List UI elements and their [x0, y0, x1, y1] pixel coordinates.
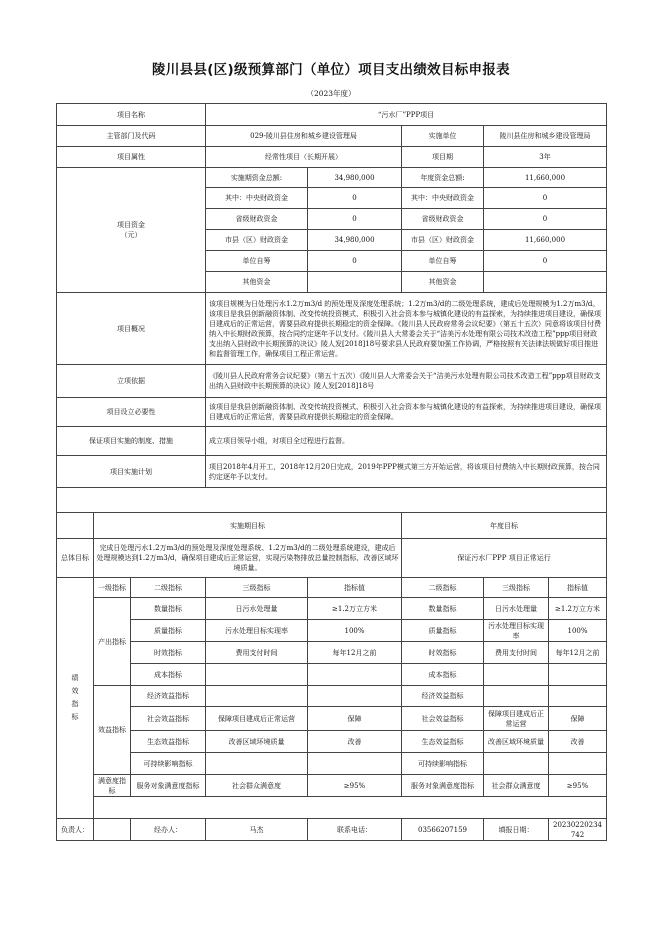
- province-period-value: 0: [308, 209, 402, 230]
- fiscal-year: （2023年度）: [306, 89, 356, 98]
- row-social: [57, 707, 607, 731]
- satisfaction-period: 服务对象满意度指标: [131, 775, 206, 797]
- satisfaction-year: 服务对象满意度指标: [402, 775, 484, 797]
- label-period-total: 实施期资金总额:: [206, 168, 308, 188]
- ecological-value-period: 改善: [308, 731, 402, 753]
- row-project-name: [57, 104, 607, 126]
- period-total-value: 34,980,000: [308, 168, 402, 188]
- row-timeliness: [57, 642, 607, 664]
- social-period: 社会效益指标: [131, 707, 206, 731]
- header-level1: 一级指标: [94, 578, 131, 598]
- label-overview: 项目概况: [57, 293, 206, 365]
- economic-year: 经济效益指标: [402, 686, 484, 707]
- label-other-year: 其他资金: [402, 272, 484, 293]
- ecological-year: 生态效益指标: [402, 731, 484, 753]
- basis-text: 《陵川县人民政府常务会议纪要》（第五十五次）《陵川县人大常委会关于“洁美污水处理有限公司技术改造工程”ppp项目财政支出纳入县财政中长期预算的决议》陵人发[2018]18号: [206, 365, 607, 398]
- label-other-period: 其他资金: [206, 272, 308, 293]
- project-attribute: 经常性项目（长期开展）: [206, 147, 402, 168]
- label-responsible: 负责人：: [57, 819, 94, 841]
- guarantee-text: 成立项目领导小组，对项目全过程进行监督。: [206, 427, 607, 456]
- date-value: 20230220234742: [549, 819, 607, 841]
- handler-value: 马杰: [206, 819, 308, 841]
- label-period: 项目期: [402, 147, 484, 168]
- label-self-year: 单位自筹: [402, 251, 484, 272]
- quality-year: 质量指标: [402, 620, 484, 642]
- quality-period: 质量指标: [131, 620, 206, 642]
- label-period-goal: 实施期目标: [94, 513, 402, 539]
- page-title: 陵川县县(区)级预算部门（单位）项目支出绩效目标申报表: [152, 62, 510, 78]
- label-plan: 项目实施计划: [57, 456, 206, 488]
- label-province-period: 省级财政资金: [206, 209, 308, 230]
- label-province-year: 省级财政资金: [402, 209, 484, 230]
- self-year-value: 0: [484, 251, 607, 272]
- sustainable-value-period: [308, 753, 402, 775]
- label-attribute: 项目属性: [57, 147, 206, 168]
- social-value-period: 保障: [308, 707, 402, 731]
- overview-text: 该项目规模为日处理污水1.2万m3/d 的预处理及深度处理系统；1.2万m3/d的二级处理系统，建成后处理规模为1.2万m3/d。该项目是我县创新融资体制、改变传统投资模式、积极引入社会资本参与城镇化建设的有益探索，为持续推进项目建设，确保项目建成后的正常运营，需要县政府提供长期稳定的资金保障。《陵川县人民政府常务会议纪要》（第五十五次）同意将该项目付费纳入中长期财政预算，按合同约定逐年予以支付。《陵川县人大常委会关于“洁美污水处理有限公司技术改造工程”ppp项目财政支出纳入县财政中长期预算的决议》陵人发[2018]18号要求县人民政府要加强工作协调，严格按照有关法律法规做好项目推进和监督管理工作，确保项目工程正常运营。: [206, 293, 607, 365]
- quantity-period: 数量指标: [131, 598, 206, 620]
- row-sustainable: [57, 753, 607, 775]
- year-goal-text: 保证污水厂PPP 项目正常运行: [402, 539, 607, 578]
- satisfaction-value-year: ≥95%: [549, 775, 607, 797]
- row-quantity: [57, 598, 607, 620]
- province-year-value: 0: [484, 209, 607, 230]
- satisfaction-value-period: ≥95%: [308, 775, 402, 797]
- satisfaction-l3-period: 社会群众满意度: [206, 775, 308, 797]
- other-period-value: [308, 272, 402, 293]
- satisfaction-l3-year: 社会群众满意度: [484, 775, 549, 797]
- self-period-value: 0: [308, 251, 402, 272]
- phone-value: 03566207159: [402, 819, 484, 841]
- timeliness-period: 时效指标: [131, 642, 206, 664]
- label-benefit-indicator: 效益指标: [94, 686, 131, 775]
- label-central-year: 其中：中央财政资金: [402, 188, 484, 209]
- period-goal-text: 完成日处理污水1.2万m3/d的预处理及深度处理系统、1.2万m3/d的二级处理系统建设，建成后处理规模达到1.2万m3/d，确保项目建成后正常运营，实现污染物排放总量控制指标，改善区域环境质量。: [94, 539, 402, 578]
- ecological-l3-year: 改善区域环境质量: [484, 731, 549, 753]
- cost-value-period: [308, 664, 402, 686]
- sustainable-period: 可持续影响指标: [131, 753, 206, 775]
- header-level2-year: 二级指标: [402, 578, 484, 598]
- header-level3-period: 三级指标: [206, 578, 308, 598]
- label-project-name: 项目名称: [57, 104, 206, 126]
- timeliness-l3-period: 费用支付时间: [206, 642, 308, 664]
- performance-target-table: [56, 103, 607, 841]
- row-necessity: [57, 398, 607, 427]
- project-period: 3年: [484, 147, 607, 168]
- row-overview: [57, 293, 607, 365]
- label-output-indicator: 产出指标: [94, 598, 131, 686]
- label-overall-goal: 总体目标: [57, 539, 94, 578]
- responsible-value: [94, 819, 131, 841]
- dept-code: 029-陵川县住房和城乡建设管理局: [206, 126, 402, 147]
- sustainable-l3-period: [206, 753, 308, 775]
- ecological-value-year: 改善: [549, 731, 607, 753]
- economic-l3-period: [206, 686, 308, 707]
- social-value-year: 保障: [549, 707, 607, 731]
- goal-header-blank: [57, 513, 94, 539]
- label-central-period: 其中：中央财政资金: [206, 188, 308, 209]
- economic-value-period: [308, 686, 402, 707]
- central-period-value: 0: [308, 188, 402, 209]
- project-name: “污水厂”PPP项目: [206, 104, 607, 126]
- row-plan: [57, 456, 607, 488]
- row-indicator-header: [57, 578, 607, 598]
- label-date: 填报日期：: [484, 819, 549, 841]
- other-year-value: [484, 272, 607, 293]
- label-handler: 经办人：: [131, 819, 206, 841]
- timeliness-value-period: 每年12月之前: [308, 642, 402, 664]
- impl-unit: 陵川县住房和城乡建设管理局: [484, 126, 607, 147]
- row-blank: [57, 488, 607, 513]
- quantity-year: 数量指标: [402, 598, 484, 620]
- row-basis: [57, 365, 607, 398]
- row-goal-header: [57, 513, 607, 539]
- cost-year: 成本指标: [402, 664, 484, 686]
- row-cost: [57, 664, 607, 686]
- quantity-value-year: ≥1.2万立方米: [549, 598, 607, 620]
- cost-l3-year: [484, 664, 549, 686]
- blank-cell: [57, 488, 607, 513]
- label-year-total: 年度资金总额:: [402, 168, 484, 188]
- spacer-cell: [94, 797, 607, 819]
- social-l3-period: 保障项目建成后正常运营: [206, 707, 308, 731]
- label-county-period: 市县（区）财政资金: [206, 230, 308, 251]
- cost-value-year: [549, 664, 607, 686]
- social-l3-year: 保障项目建成后正常运营: [484, 707, 549, 731]
- county-year-value: 11,660,000: [484, 230, 607, 251]
- economic-value-year: [549, 686, 607, 707]
- header-level3-year: 三级指标: [484, 578, 549, 598]
- label-impl-unit: 实施单位: [402, 126, 484, 147]
- quantity-value-period: ≥1.2万立方米: [308, 598, 402, 620]
- sustainable-value-year: [549, 753, 607, 775]
- header-level2-period: 二级指标: [131, 578, 206, 598]
- timeliness-l3-year: 费用支付时间: [484, 642, 549, 664]
- timeliness-year: 时效指标: [402, 642, 484, 664]
- sustainable-l3-year: [484, 753, 549, 775]
- quality-value-period: 100%: [308, 620, 402, 642]
- label-dept-code: 主管部门及代码: [57, 126, 206, 147]
- year-total-value: 11,660,000: [484, 168, 607, 188]
- row-dept: [57, 126, 607, 147]
- label-satisfaction-indicator: 满意度指标: [94, 775, 131, 797]
- row-ecological: [57, 731, 607, 753]
- row-satisfaction: [57, 775, 607, 797]
- quantity-l3-year: 日污水处理量: [484, 598, 549, 620]
- row-quality: [57, 620, 607, 642]
- row-guarantee: [57, 427, 607, 456]
- row-goal: [57, 539, 607, 578]
- plan-text: 项目2018年4月开工，2018年12月20日完成，2019年PPP模式第三方开始运营，将该项目付费纳入中长期财政预算，按合同约定逐年予以支付。: [206, 456, 607, 488]
- ecological-l3-period: 改善区域环境质量: [206, 731, 308, 753]
- header-value-period: 指标值: [308, 578, 402, 598]
- label-basis: 立项依据: [57, 365, 206, 398]
- label-phone: 联系电话：: [308, 819, 402, 841]
- label-self-period: 单位自筹: [206, 251, 308, 272]
- row-attribute: [57, 147, 607, 168]
- cost-l3-period: [206, 664, 308, 686]
- row-fund-total: [57, 168, 607, 188]
- label-county-year: 市县（区）财政资金: [402, 230, 484, 251]
- row-footer: [57, 819, 607, 841]
- quality-l3-year: 污水处理目标实现率: [484, 620, 549, 642]
- label-necessity: 项目设立必要性: [57, 398, 206, 427]
- quality-value-year: 100%: [549, 620, 607, 642]
- economic-l3-year: [484, 686, 549, 707]
- cost-period: 成本指标: [131, 664, 206, 686]
- necessity-text: 该项目是我县创新融资体制、改变传统投资模式、积极引入社会资本参与城镇化建设的有益探索，为持续推进项目建设，确保项目建成后的正常运营，需要县政府提供长期稳定的资金保障。: [206, 398, 607, 427]
- label-guarantee: 保证项目实施的制度、措施: [57, 427, 206, 456]
- sustainable-year: 可持续影响指标: [402, 753, 484, 775]
- header-value-year: 指标值: [549, 578, 607, 598]
- label-year-goal: 年度目标: [402, 513, 607, 539]
- social-year: 社会效益指标: [402, 707, 484, 731]
- economic-period: 经济效益指标: [131, 686, 206, 707]
- row-spacer: [57, 797, 607, 819]
- row-economic: [57, 686, 607, 707]
- label-perf-indicator: 绩 效 指 标: [57, 578, 94, 819]
- timeliness-value-year: 每年12月之前: [549, 642, 607, 664]
- quantity-l3-period: 日污水处理量: [206, 598, 308, 620]
- ecological-period: 生态效益指标: [131, 731, 206, 753]
- county-period-value: 34,980,000: [308, 230, 402, 251]
- central-year-value: 0: [484, 188, 607, 209]
- label-funds: 项目资金 （元）: [57, 168, 206, 293]
- quality-l3-period: 污水处理目标实现率: [206, 620, 308, 642]
